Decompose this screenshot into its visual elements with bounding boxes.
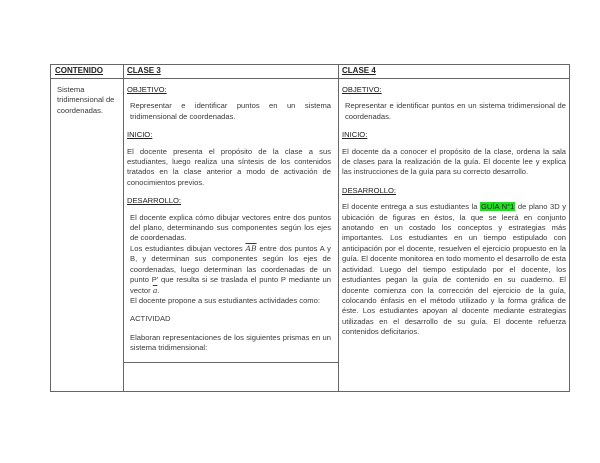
clase4-desarrollo-start: El docente entrega a sus estudiantes la bbox=[342, 202, 478, 212]
clase3-desarrollo-title: DESARROLLO: bbox=[127, 196, 182, 206]
guia-highlight: GUÍA N°1 bbox=[480, 202, 515, 212]
column-divider bbox=[123, 65, 124, 391]
clase4-desarrollo-text bbox=[342, 202, 566, 337]
clase3-objetivo-text: Representar e identificar puntos en un sistema tridimensional de coordenadas. bbox=[130, 101, 331, 121]
clase3-inicio-text: El docente presenta el propósito de la clase a sus estudiantes, luego realiza una síntesis de los contenidos tratados en la clase anterior a modo de activación de conocimientos previos. bbox=[127, 146, 331, 187]
clase4-objetivo-text: Representar e identificar puntos en un sistema tridimensional de coordenadas. bbox=[345, 101, 566, 121]
header-divider bbox=[51, 78, 569, 79]
column-divider bbox=[338, 65, 339, 391]
header-clase-4: CLASE 4 bbox=[342, 66, 376, 75]
clase3-desarrollo-p2 bbox=[127, 244, 331, 296]
clase3-p2-middle: entre dos puntos A y B, y determinan sus componentes según los ejes de coordenadas, luego determinan las coordenadas de un punto P' que resulta si se traslada el punto P mediante un vector bbox=[130, 243, 331, 295]
lesson-plan-table bbox=[50, 64, 570, 392]
contenido-cell bbox=[57, 85, 119, 116]
clase3-objetivo-title: OBJETIVO: bbox=[127, 85, 167, 94]
clase-3-cell bbox=[127, 85, 331, 354]
clase3-p2-start: Los estudiantes dibujan vectores bbox=[130, 243, 243, 253]
clase4-inicio-title: INICIO: bbox=[342, 130, 368, 140]
clase3-p2-end: . bbox=[157, 285, 160, 295]
header-clase-3: CLASE 3 bbox=[127, 66, 161, 75]
clase3-elaboran: Elaboran representaciones de los siguientes prismas en un sistema tridimensional: bbox=[130, 332, 331, 353]
clase3-desarrollo-p3: El docente propone a sus estudiantes actividades como: bbox=[130, 295, 320, 305]
clase-4-cell bbox=[342, 85, 566, 338]
clase3-desarrollo-p1: El docente explica cómo dibujar vectores entre dos puntos del plano, determinando sus componentes según los ejes de coordenadas. bbox=[130, 212, 331, 243]
cell-divider bbox=[123, 362, 338, 363]
vector-a: $\overline{a}$ bbox=[152, 285, 158, 295]
clase4-objetivo-title: OBJETIVO: bbox=[342, 85, 382, 94]
contenido-text: Sistema tridimensional de coordenadas. bbox=[57, 85, 115, 115]
vector-ab: $\overline{AB}$ bbox=[245, 243, 257, 253]
header-contenido: CONTENIDO bbox=[55, 66, 103, 75]
clase3-inicio-title: INICIO: bbox=[127, 130, 153, 140]
clase4-desarrollo-title: DESARROLLO: bbox=[342, 185, 397, 195]
clase4-inicio-text: El docente da a conocer el propósito de la clase, ordena la sala de clases para la realización de la guía. El docente lee y explica las instrucciones de la guía para su correcto desarrollo. bbox=[342, 146, 566, 177]
clase4-desarrollo-rest: de plano 3D y ubicación de figuras en éstos, la que se leerá en conjunto anotando en un costado los conceptos y estrategias más importantes. Los estudiantes en un tiempo estipulado con anticipación por el docente, resuelven el ejercicio propuesto en la guía. El docente monitorea en todo momento el desarrollo de esta actividad. Luego del tiempo estipulado por el docente, los estudiantes pegan la guía de contenido en su cuaderno. El docente comienza con la corrección del ejercicio de la guía, colocando énfasis en el método utilizado y la forma gráfica de éste. Los estudiantes apoyan al docente mediante estrategias utilizadas en el desarrollo de su guía. El docente refuerza contenidos deficitarios. bbox=[342, 202, 567, 337]
clase3-actividad: ACTIVIDAD bbox=[130, 314, 171, 324]
